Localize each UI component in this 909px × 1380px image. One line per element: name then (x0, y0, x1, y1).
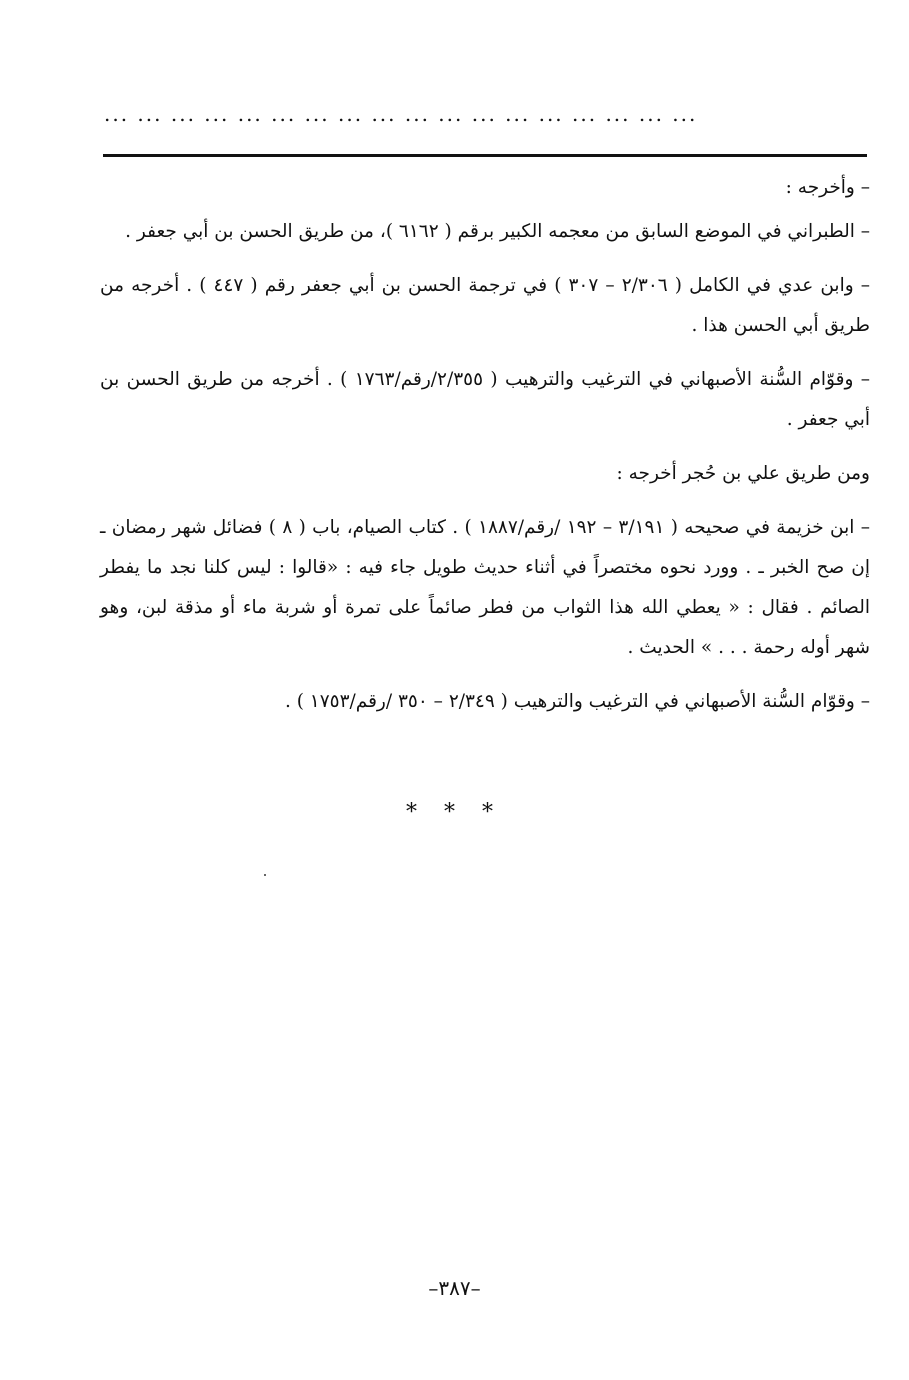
scan-speck (264, 874, 266, 876)
paragraph-qawwam-2: – وقوّام السُّنة الأصبهاني في الترغيب والترهيب ( ٢/٣٤٩ – ٣٥٠ /رقم/١٧٥٣ ) . (284, 691, 870, 712)
paragraph-ali-bin-hujr: ومن طريق علي بن حُجر أخرجه : (616, 463, 870, 484)
page-number: –٣٨٧– (428, 1276, 481, 1300)
dotted-separator: ... ... ... ... ... ... ... ... ... ... ... ... ... ... ... ... ... ... (104, 104, 698, 126)
page-body (100, 168, 870, 736)
paragraph-intro: – وأخرجه : (785, 177, 870, 198)
section-separator-stars: * * * (406, 800, 503, 825)
paragraph-ibn-adi: – وابن عدي في الكامل ( ٢/٣٠٦ – ٣٠٧ ) في ترجمة الحسن بن أبي جعفر رقم ( ٤٤٧ ) . أخرجه من طريق أبي الحسن هذا . (100, 275, 870, 336)
paragraph-tabarani: – الطبراني في الموضع السابق من معجمه الكبير برقم ( ٦١٦٢ )، من طريق الحسن بن أبي جعفر . (125, 221, 870, 242)
paragraph-ibn-khuzayma: – ابن خزيمة في صحيحه ( ٣/١٩١ – ١٩٢ /رقم/١٨٨٧ ) . كتاب الصيام، باب ( ٨ ) فضائل شهر رمضان ـ إن صح الخبر ـ . وورد نحوه مختصراً في أثناء حديث طويل جاء فيه : «قالوا : ليس كلنا نجد ما يفطر الصائم . فقال : « يعطي الله هذا الثواب من فطر صائماً على تمرة أو شربة ماء أو مذقة لبن، وهو شهر أوله رحمة . . . » الحديث . (100, 517, 871, 658)
paragraph-qawwam-1: – وقوّام السُّنة الأصبهاني في الترغيب والترهيب ( ٢/٣٥٥/رقم/١٧٦٣ ) . أخرجه من طريق الحسن بن أبي جعفر . (100, 369, 870, 430)
horizontal-rule (103, 154, 867, 157)
